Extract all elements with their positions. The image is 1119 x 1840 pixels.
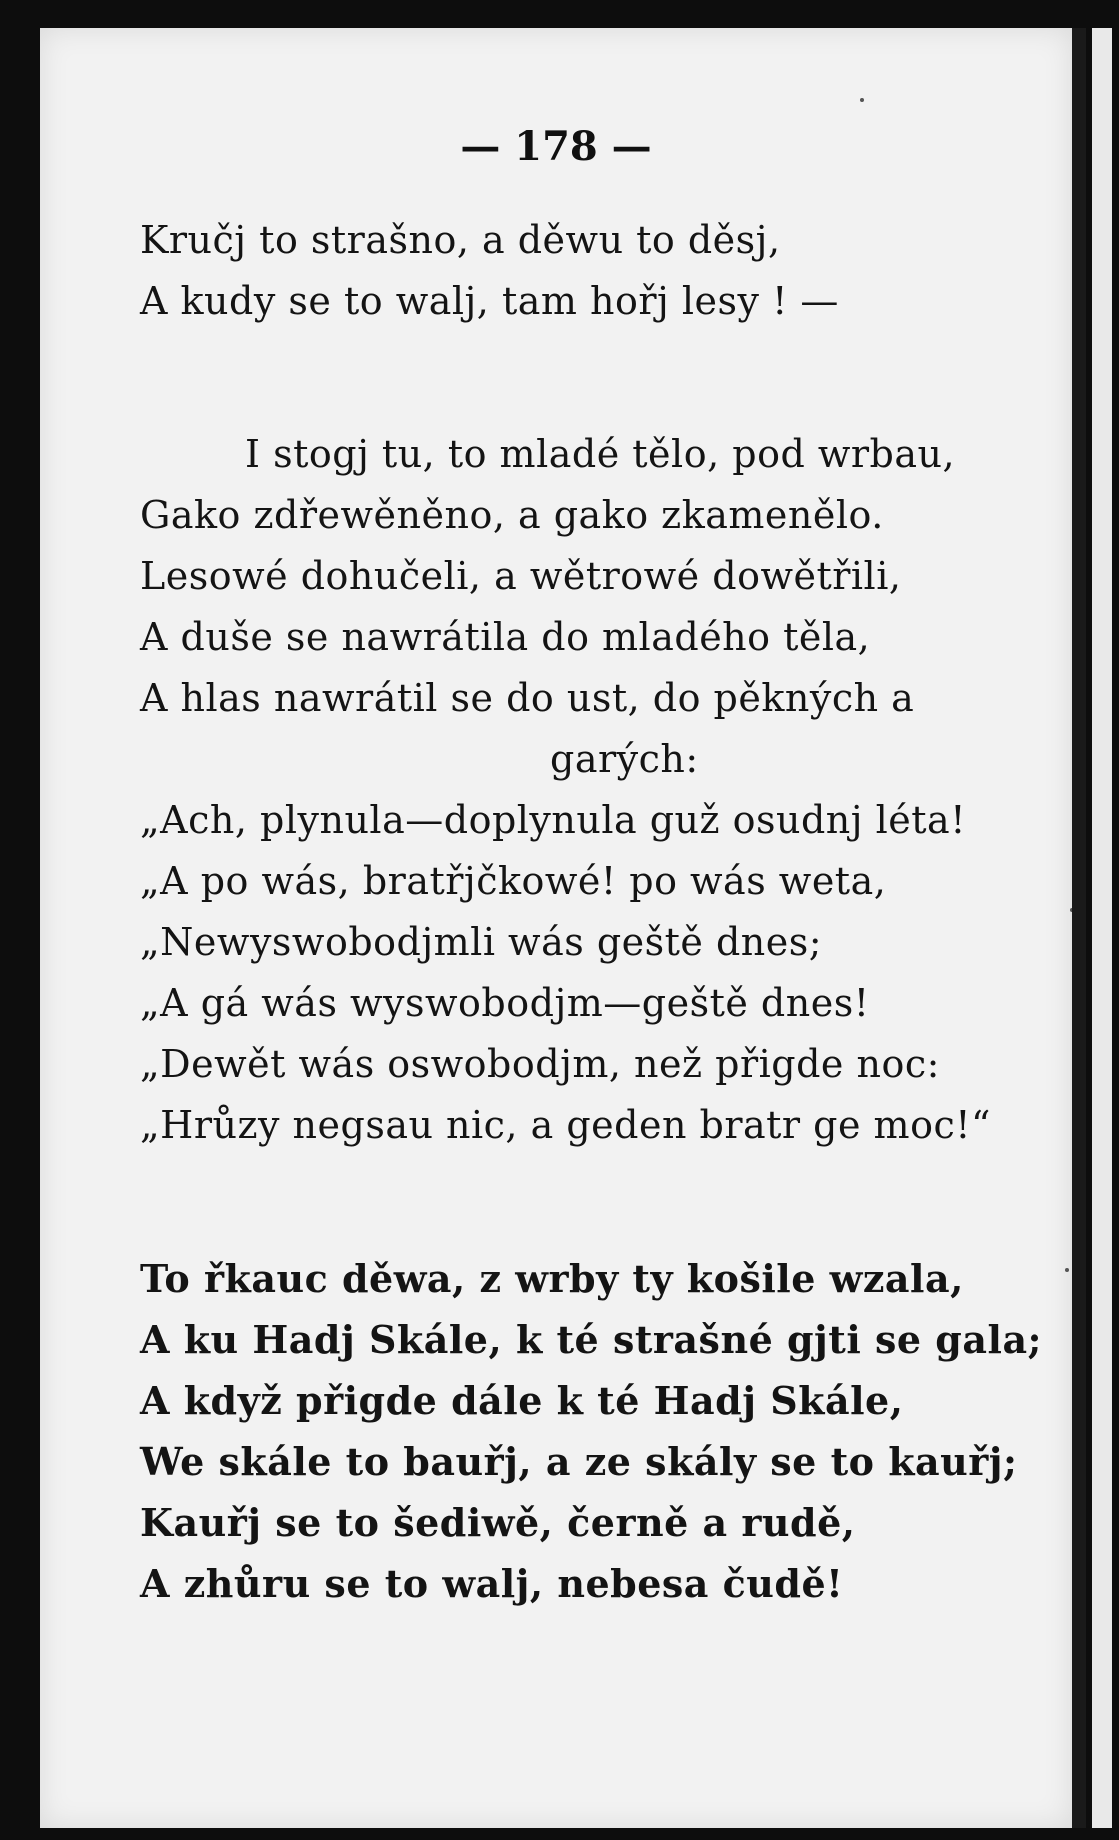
paper-speck — [1065, 1268, 1069, 1272]
poem-line: „Hrůzy negsau nic, a geden bratr ge moc!“ — [140, 1103, 991, 1147]
poem-line: „Newyswobodjmli wás geště dnes; — [140, 920, 823, 964]
adjacent-page-edge — [1092, 28, 1112, 1828]
poem-line: A ku Hadj Skále, k té strašné gjti se gala; — [140, 1317, 1043, 1362]
book-page — [40, 28, 1072, 1828]
stanza-3 — [140, 1248, 1060, 1614]
poem-line: We skále to bauřj, a ze skály se to kauřj; — [140, 1439, 1018, 1484]
stanza-1 — [140, 210, 1060, 332]
poem-line: A když přigde dále k té Hadj Skále, — [140, 1378, 904, 1423]
poem-line: Lesowé dohučeli, a wětrowé dowětřili, — [140, 554, 902, 598]
poem-line: A hlas nawrátil se do ust, do pěkných a — [140, 676, 915, 720]
poem-line: A zhůru se to walj, nebesa čudě! — [140, 1561, 844, 1606]
poem-line: „Dewět wás oswobodjm, než přigde noc: — [140, 1042, 940, 1086]
stanza-gap — [140, 332, 1060, 424]
poem-line: „A gá wás wyswobodjm—geště dnes! — [140, 981, 870, 1025]
poem-line: I stogj tu, to mladé tělo, pod wrbau, — [245, 432, 956, 476]
poem-line: „Ach, plynula—doplynula guž osudnj léta! — [140, 798, 966, 842]
stanza-gap — [140, 1156, 1060, 1248]
page-number: — 178 — — [460, 123, 652, 170]
paper-speck — [860, 98, 864, 102]
poem-line: Gako zdřewěněno, a gako zkamenělo. — [140, 493, 884, 537]
page-gutter — [1072, 28, 1086, 1828]
poem-line: Kručj to strašno, a děwu to děsj, — [140, 218, 781, 262]
stanza-2 — [140, 424, 1060, 1156]
poem-line: „A po wás, bratřjčkowé! po wás weta, — [140, 859, 887, 903]
poem-line: To řkauc děwa, z wrby ty košile wzala, — [140, 1256, 964, 1301]
poem-line: A kudy se to walj, tam hořj lesy ! — — [140, 279, 839, 323]
poem-line-continuation: garých: — [550, 737, 699, 781]
poem-text — [140, 210, 1060, 1614]
poem-line: A duše se nawrátila do mladého těla, — [140, 615, 871, 659]
poem-line: Kauřj se to šediwě, černě a rudě, — [140, 1500, 856, 1545]
